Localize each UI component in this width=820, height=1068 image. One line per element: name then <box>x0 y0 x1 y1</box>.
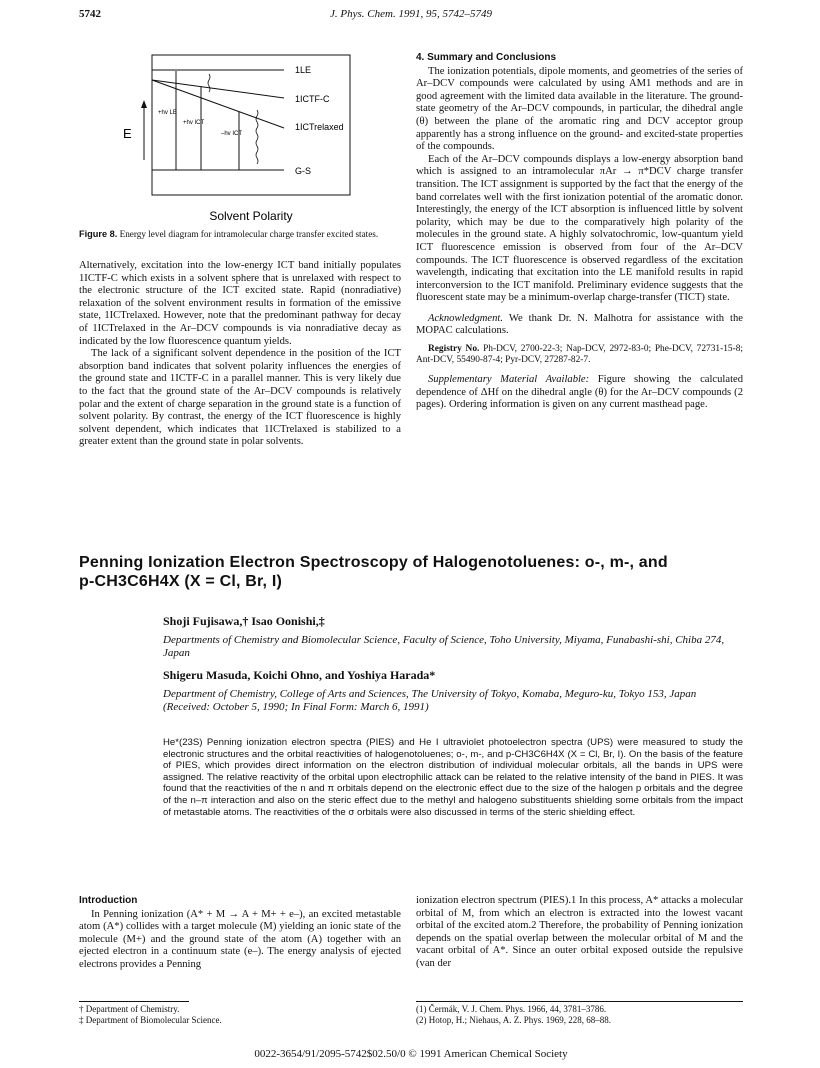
introduction-left <box>79 895 401 972</box>
label-hv-ict: +hv ICT <box>183 120 205 126</box>
footnote-dagger: † Department of Chemistry. <box>79 1004 180 1014</box>
introduction-right <box>416 895 743 971</box>
footnotes-left <box>79 1004 401 1025</box>
registry-label: Registry No. <box>428 344 480 355</box>
registry-numbers <box>416 344 743 366</box>
label-le: 1LE <box>295 65 312 75</box>
article-title <box>79 553 743 591</box>
left-paragraph-1: Alternatively, excitation into the low-energy ICT band initially populates 1ICTF-C which exists in a solvent sphere that is unrelaxed with respect to the electronic structure of the ICT excited state. Rapid (nonradiative) relaxation of the solvent environment results in formation of the emissive state, 1ICTrelaxed. However, note that the predominant pathway for decay of 1ICTrelaxed in the Ar–DCV compounds is via nonradiative decay as indicated by the low fluorescence quantum yields. <box>79 260 401 347</box>
level-ict-relaxed <box>152 80 284 128</box>
relaxation-wave-1 <box>208 74 210 92</box>
supplementary-text: Figure showing the calculated dependence of ΔHf on the dihedral angle (θ) for the Ar–DCV compounds (2 pages). Ordering information is given on any current masthead page. <box>416 374 744 411</box>
figure-caption-label: Figure 8. <box>79 229 118 239</box>
introduction-paragraph-right: ionization electron spectrum (PIES).1 In this process, A* attacks a molecular orbital of M, from which an electron is extracted into the lowest vacant orbital of the excited atom.2 Therefore, the probability of Penning ionization depends on the spatial overlap between the molecular orbital of M and the vacant orbital of A*. Since an outer orbital exposed outside the repulsive (van der <box>416 895 743 969</box>
footnote-rule-right <box>416 1001 743 1002</box>
label-ict-fc: 1ICTF-C <box>295 94 330 104</box>
left-column-text <box>79 260 401 449</box>
label-minus-hv-ict: –hv ICT <box>221 131 243 137</box>
level-ict-fc <box>152 80 284 98</box>
section-heading-introduction: Introduction <box>79 895 138 906</box>
right-column-text <box>416 52 743 412</box>
figure-caption-text: Energy level diagram for intramolecular charge transfer excited states. <box>119 229 379 239</box>
summary-paragraph-1: The ionization potentials, dipole moments, and geometries of the series of Ar–DCV compounds were calculated by using AM1 methods and are in good agreement with the limited data available in the literature. The ground-state geometry of the Ar–DCV compounds, in particular, the dihedral angle (θ) between the plane of the aromatic ring and DCV acceptor group apparently has a strong influence on the ground- and excited-state properties of the compounds. <box>416 65 743 153</box>
page-number: 5742 <box>79 8 101 20</box>
supplementary-label: Supplementary Material Available: <box>428 374 590 386</box>
abstract: He*(23S) Penning ionization electron spectra (PIES) and He I ultraviolet photoelectron spectra (UPS) were measured to study the electronic structures and the orbital reactivities of halogenotoluenes; o-, m-, and p-CH3C6H4X (X = Cl, Br, I). On the basis of the feature of PIES, which provides direct information on the electron distribution of individual molecular orbitals, all the bands in UPS were assigned. The relative reactivity of the orbital upon electrophilic attack can be related to the relative intensity of the band in PIES. It was found that the reactivities of the n and π orbitals depend on the electronic effect due to the size of the halogen p orbitals and the degree of the n–π interaction and also on the steric effect due to the methyl and halogeno substituents shielding some orbitals from the impact of metastable atoms. The reactivities of the σ orbitals were also discussed in terms of the steric shielding effect. <box>163 737 743 818</box>
author-group-2: Shigeru Masuda, Koichi Ohno, and Yoshiya Harada* <box>163 668 436 682</box>
footnote-double-dagger: ‡ Department of Biomolecular Science. <box>79 1014 222 1025</box>
energy-level-diagram <box>79 52 401 230</box>
running-header <box>79 8 743 26</box>
acknowledgment <box>416 313 743 338</box>
acknowledgment-text: We thank Dr. N. Malhotra for assistance with the MOPAC calculations. <box>416 312 744 337</box>
energy-axis-arrowhead <box>141 100 147 108</box>
footnotes-right <box>416 1004 743 1025</box>
figure-8 <box>79 52 401 252</box>
reference-2: (2) Hotop, H.; Niehaus, A. Z. Phys. 1969, 228, 68–88. <box>416 1014 611 1025</box>
left-paragraph-2: The lack of a significant solvent dependence in the position of the ICT absorption band indicates that solvent polarity influences the energies of the ground state and 1ICTF-C in a parallel manner. This is very likely due to the fact that the ground state of the Ar–DCV compounds is relatively polar and the extent of charge separation in the ground state is a function of solvent polarity. By contrast, the energy of the ICT fluorescence is highly solvent dependent, which indicates that 1ICTrelaxed is stabilized to a greater extent than the ground state in polar solvents. <box>79 348 401 448</box>
x-axis-label: Solvent Polarity <box>209 209 293 223</box>
energy-axis-label: E <box>123 126 132 141</box>
footnote-rule-left <box>79 1001 189 1002</box>
label-ict-relaxed: 1ICTrelaxed <box>295 122 344 132</box>
summary-paragraph-2: Each of the Ar–DCV compounds displays a low-energy absorption band which is assigned to an intramolecular πAr → π*DCV charge transfer transition. The ICT assignment is supported by the fact that the energy of the band correlates well with the first ionization potential of the aromatic donor. Interestingly, the energy of the ICT absorption is influenced little by solvent polarity, which may be due to the comparatively high polarity of the molecules in the ground state. A highly solvatochromic, low-quantum yield ICT fluorescence emission is observed from four of the Ar–DCV compounds. The ICT fluorescence is observed regardless of the excitation wavelength, indicating that excitation into the LE manifold results in rapid interconversion to the ICT manifold. Preliminary evidence suggests that the fluorescent state may be a minimum-overlap charge-transfer (TICT) state. <box>416 153 743 304</box>
supplementary-material <box>416 374 743 412</box>
figure-caption <box>79 229 401 240</box>
label-gs: G-S <box>295 166 312 176</box>
reference-1: (1) Čermák, V. J. Chem. Phys. 1966, 44, 3781–3786. <box>416 1004 607 1014</box>
copyright-line: 0022-3654/91/2095-5742$02.50/0 © 1991 American Chemical Society <box>254 1048 568 1060</box>
acknowledgment-label: Acknowledgment. <box>428 312 504 324</box>
article-title-line-1: Penning Ionization Electron Spectroscopy of Halogenotoluenes: o-, m-, and <box>79 554 668 571</box>
journal-citation: J. Phys. Chem. 1991, 95, 5742–5749 <box>330 8 492 20</box>
affiliation-2: Department of Chemistry, College of Arts and Sciences, The University of Tokyo, Komaba, Meguro-ku, Tokyo 153, Japan (Received: October 5, 1990; In Final Form: March 6, 1991) <box>163 688 697 713</box>
affiliation-1: Departments of Chemistry and Biomolecular Science, Faculty of Science, Toho University, Miyama, Funabashi-shi, Chiba 274, Japan <box>163 634 725 659</box>
registry-text: Ph-DCV, 2700-22-3; Nap-DCV, 2972-83-0; Phe-DCV, 72731-15-8; Ant-DCV, 55490-87-4; Pyr-DCV, 27287-82-7. <box>416 344 744 366</box>
author-group-1: Shoji Fujisawa,† Isao Oonishi,‡ <box>163 614 325 628</box>
label-hv-le: +hv LE <box>158 110 177 116</box>
introduction-paragraph-left: In Penning ionization (A* + M → A + M+ + e–), an excited metastable atom (A*) collides with a target molecule (M) yielding an ionic state of the molecule (M+) and the ground state of the atom (A) together with an ejected electron in a continuum state (e–). The energy analysis of ejected electrons provides a Penning <box>79 908 401 970</box>
article-title-line-2: p-CH3C6H4X (X = Cl, Br, I) <box>79 573 283 590</box>
section-heading-summary: 4. Summary and Conclusions <box>416 52 557 63</box>
